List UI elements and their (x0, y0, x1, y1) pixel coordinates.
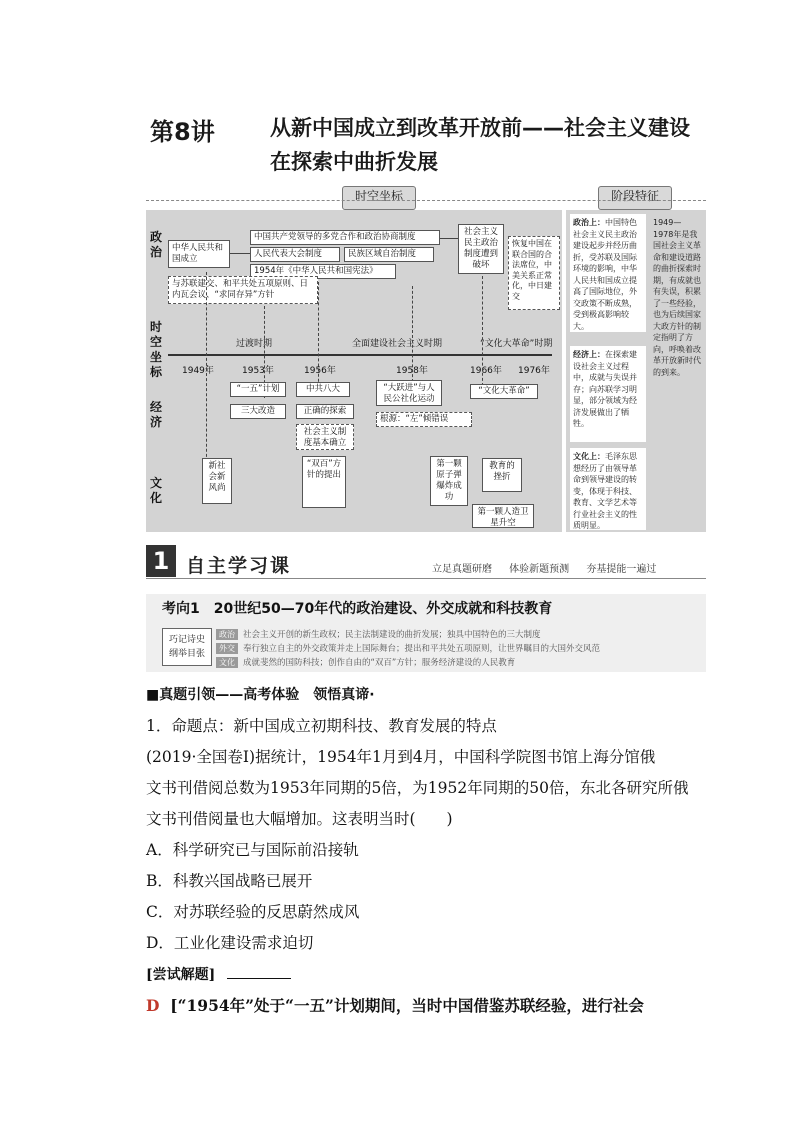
mnemonic-tag: 文化 (216, 657, 238, 668)
box-three-reforms: 三大改造 (230, 404, 286, 419)
direction-label: 考向1 (162, 601, 200, 617)
feature-economy-text: 在探索建设社会主义过程中，成就与失误并存；向苏联学习明显，部分领域为经济发展做出了牺牲。 (573, 350, 637, 428)
try-solve (146, 964, 686, 984)
feature-culture-text: 毛泽东思想经历了由领导革命到领导建设的转变，体现于科技、教育、文学艺术等行业社会主义的性质明显。 (573, 452, 637, 530)
year-1958: 1958年 (396, 366, 428, 376)
box-great-leap: “大跃进”与人民公社化运动 (376, 380, 442, 406)
row-label-culture: 文化 (149, 476, 162, 505)
feature-culture (570, 448, 646, 530)
guide-line (412, 286, 413, 382)
box-education-setback: 教育的挫折 (482, 458, 522, 492)
question-item: 1．命题点：新中国成立初期科技、教育发展的特点 (146, 717, 497, 735)
timeline-figure (146, 186, 706, 534)
box-un-seat: 恢复中国在联合国的合法席位，中美关系正常化，中日建交 (508, 236, 560, 310)
box-five-year-plan: “一五”计划 (230, 382, 286, 397)
timeline-axis (168, 354, 552, 356)
tab-timespace: 时空坐标 (342, 186, 416, 210)
option-b: B．科教兴国战略已展开 (146, 872, 313, 890)
question-heading: ■真题引领——高考体验 领悟真谛· (146, 687, 375, 703)
mnemonic-row (216, 656, 515, 668)
feature-politics (570, 214, 646, 332)
box-8th-congress: 中共八大 (296, 382, 350, 397)
row-label-timespace: 时空坐标 (149, 320, 162, 379)
direction-title-text: 20世纪50—70年代的政治建设、外交成就和科技教育 (213, 601, 553, 617)
year-1953: 1953年 (242, 366, 274, 376)
row-label-economy: 经济 (149, 400, 162, 429)
box-ethnic-autonomy: 民族区域自治制度 (344, 247, 434, 262)
question-stem-line3: 文书刊借阅量也大幅增加。这表明当时( ) (146, 810, 453, 828)
mnemonic-line2: 纲举目张 (168, 649, 205, 659)
feature-economy (570, 346, 646, 442)
year-1956: 1956年 (304, 366, 336, 376)
year-1949: 1949年 (182, 366, 214, 376)
question-stem-line2: 文书刊借阅总数为1953年同期的5倍，为1952年同期的50倍，东北各研究所俄 (146, 779, 689, 797)
box-atomic-bomb: 第一颗原子弹爆炸成功 (430, 456, 468, 506)
row-label-politics: 政治 (149, 230, 162, 259)
page-title: 从新中国成立到改革开放前——社会主义建设 (270, 116, 690, 140)
feature-summary: 1949—1978年是我国社会主义革命和建设道路的曲折探索时期，有成就也有失误，积累了一些经验，也为后续国家大政方针的制定指明了方向，呼唤着改革开放新时代的到来。 (653, 218, 701, 377)
section-number: 1 (146, 545, 176, 577)
mnemonic-text: 奉行独立自主的外交政策并走上国际舞台；提出和平共处五项原则，让世界瞩目的大国外交风范 (243, 644, 601, 654)
section-title: 自主学习课 (186, 555, 292, 577)
box-double-hundred: “双百”方针的提出 (302, 456, 346, 508)
header-rule (146, 200, 706, 201)
period-culrev: “文化大革命”时期 (480, 339, 553, 349)
guide-line (318, 282, 319, 392)
box-diplomacy: 与苏联建交、和平共处五项原则、日内瓦会议、“求同存异”方针 (168, 276, 318, 304)
box-cppcc: 中国共产党领导的多党合作和政治协商制度 (250, 230, 440, 245)
answer-letter: D (146, 996, 160, 1015)
box-prc-founding: 中华人民共和国成立 (168, 240, 230, 268)
box-democracy-damaged: 社会主义民主政治制度遭到破坏 (458, 224, 504, 274)
mnemonic-tag: 外交 (216, 643, 238, 654)
mnemonic-text: 社会主义开创的新生政权；民主法制建设的曲折发展；独具中国特色的三大制度 (243, 630, 541, 640)
mnemonic-row (216, 642, 600, 654)
guide-line (482, 276, 483, 386)
option-a: A．科学研究已与国际前沿接轨 (146, 841, 359, 859)
mnemonic-text: 成就斐然的国防科技；创作自由的“双百”方针；服务经济建设的人民教育 (243, 658, 516, 668)
feature-culture-label: 文化上： (573, 452, 605, 461)
try-solve-label: [尝试解题] (146, 967, 216, 983)
feature-economy-label: 经济上： (573, 350, 605, 359)
connector (230, 253, 250, 254)
lecture-number: 第8讲 (150, 118, 215, 146)
box-new-custom: 新社会新风尚 (202, 458, 232, 504)
feature-politics-label: 政治上： (573, 218, 605, 227)
tab-stage-features: 阶段特征 (598, 186, 672, 210)
period-construction: 全面建设社会主义时期 (352, 339, 443, 349)
mnemonic-row (216, 628, 541, 640)
section-rule (146, 578, 706, 579)
feature-politics-text: 中国特色社会主义民主政治建设起步并经历曲折，受苏联及国际环境的影响，中华人民共和国成立提高了国际地位，外交政策不断成熟，受到极高影响较大。 (573, 218, 637, 331)
mnemonic-box (162, 628, 212, 666)
mnemonic-line1: 巧记诗史 (168, 635, 205, 645)
box-constitution: 1954年《中华人民共和国宪法》 (250, 264, 396, 279)
option-d: D．工业化建设需求迫切 (146, 934, 314, 952)
box-satellite: 第一颗人造卫星升空 (472, 504, 534, 528)
explanation-text: [“1954年”处于“一五”计划期间，当时中国借鉴苏联经验，进行社会 (170, 996, 644, 1015)
year-1976: 1976年 (518, 366, 550, 376)
connector (440, 238, 458, 239)
box-left-error: 根源：“左”倾错误 (376, 412, 472, 427)
mnemonic-tag: 政治 (216, 629, 238, 640)
box-socialist-system: 社会主义制度基本确立 (296, 424, 354, 450)
year-1966: 1966年 (470, 366, 502, 376)
page-title-line2: 在探索中曲折发展 (270, 150, 438, 174)
box-correct-exploration: 正确的探索 (296, 404, 354, 419)
option-c: C．对苏联经验的反思蔚然成风 (146, 903, 360, 921)
answer-explanation (146, 994, 686, 1016)
answer-blank (227, 966, 291, 979)
question-stem-line1: (2019·全国卷Ⅰ)据统计，1954年1月到4月，中国科学院图书馆上海分馆俄 (146, 748, 656, 766)
section-tags: 立足真题研磨 体验新题预测 夯基提能一遍过 (432, 564, 657, 575)
guide-line (206, 272, 207, 472)
direction-title (162, 598, 552, 618)
box-cultural-revolution: “文化大革命” (470, 384, 538, 399)
box-npc: 人民代表大会制度 (250, 247, 340, 262)
period-transition: 过渡时期 (236, 339, 273, 349)
